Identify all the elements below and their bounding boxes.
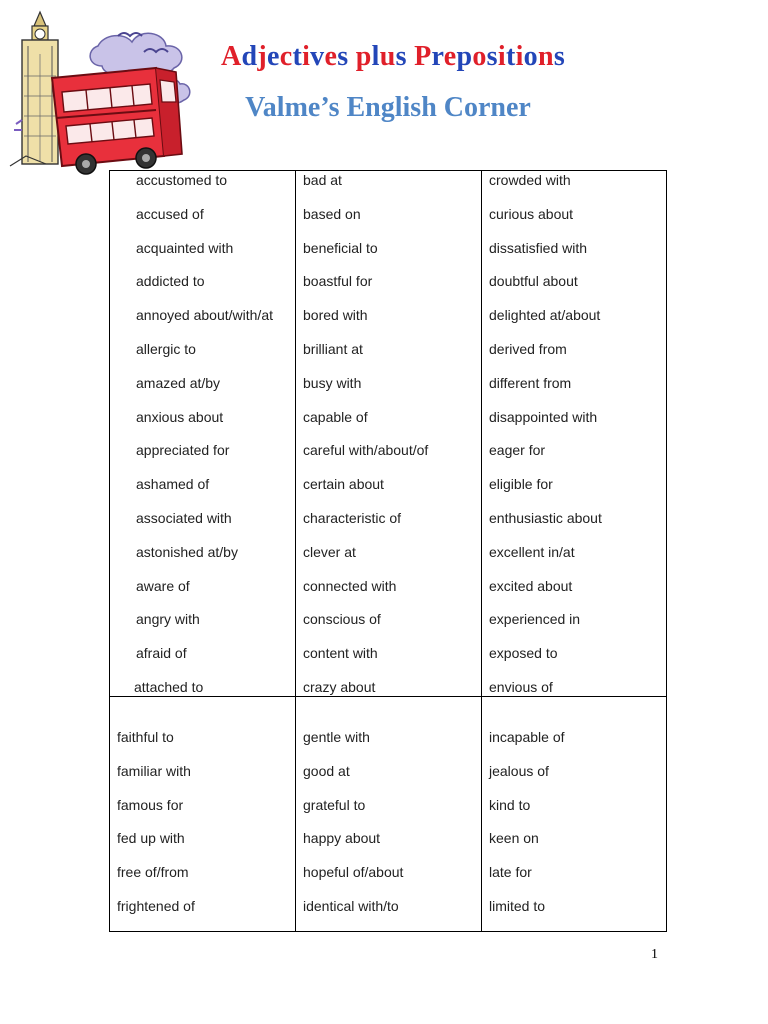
preposition-entry: accustomed to: [136, 172, 228, 188]
column-divider: [295, 171, 296, 931]
preposition-entry: allergic to: [136, 341, 196, 357]
column-divider: [481, 171, 482, 931]
preposition-entry: delighted at/about: [489, 307, 601, 324]
preposition-entry: afraid of: [136, 645, 187, 662]
preposition-entry: anxious about: [136, 408, 224, 425]
preposition-entry: grateful to: [303, 796, 366, 813]
title-letter: s: [553, 41, 566, 72]
preposition-entry: jealous of: [489, 762, 549, 779]
preposition-entry: accused of: [136, 205, 204, 222]
title-letter: j: [257, 41, 267, 72]
preposition-entry: characteristic of: [303, 510, 402, 526]
preposition-entry: amazed at/by: [136, 374, 221, 391]
page-title: [0, 41, 768, 73]
preposition-entry: bored with: [303, 307, 368, 324]
title-letter: e: [266, 41, 280, 72]
preposition-entry: attached to: [134, 679, 204, 695]
title-letter: P: [414, 41, 432, 72]
preposition-entry: astonished at/by: [136, 543, 238, 560]
preposition-entry: enthusiastic about: [489, 510, 602, 526]
title-letter: e: [324, 41, 338, 72]
preposition-entry: different from: [489, 374, 572, 391]
title-letter: t: [505, 41, 516, 72]
preposition-entry: fed up with: [117, 830, 185, 847]
page-subtitle: Valme’s English Corner: [245, 92, 531, 123]
title-letter: v: [310, 41, 325, 72]
preposition-entry: beneficial to: [303, 239, 378, 256]
prepositions-table: [109, 170, 667, 932]
preposition-entry: boastful for: [303, 273, 373, 290]
preposition-entry: exposed to: [489, 645, 558, 662]
preposition-entry: ashamed of: [136, 476, 210, 493]
title-letter: s: [395, 41, 407, 72]
preposition-entry: acquainted with: [136, 239, 234, 256]
preposition-entry: incapable of: [489, 729, 565, 745]
title-letter: r: [431, 41, 444, 72]
preposition-entry: careful with/about/of: [303, 442, 429, 459]
preposition-entry: eligible for: [489, 476, 553, 493]
preposition-entry: conscious of: [303, 611, 381, 628]
title-letter: p: [355, 41, 372, 72]
title-letter: c: [279, 41, 293, 72]
preposition-entry: excellent in/at: [489, 543, 575, 560]
preposition-entry: gentle with: [303, 729, 370, 745]
preposition-entry: excited about: [489, 577, 573, 594]
title-letter: l: [371, 41, 380, 72]
preposition-entry: familiar with: [117, 762, 191, 779]
preposition-entry: annoyed about/with/at: [136, 307, 273, 324]
preposition-entry: famous for: [117, 796, 184, 813]
preposition-entry: dissatisfied with: [489, 239, 588, 256]
big-ben-icon: [10, 12, 58, 166]
preposition-entry: kind to: [489, 796, 531, 813]
preposition-entry: connected with: [303, 577, 397, 594]
preposition-entry: limited to: [489, 898, 546, 914]
preposition-entry: crazy about: [303, 679, 376, 695]
preposition-entry: bad at: [303, 172, 342, 188]
title-letter: o: [472, 41, 487, 72]
preposition-entry: aware of: [136, 577, 190, 594]
preposition-entry: frightened of: [117, 898, 195, 914]
title-letter: i: [302, 41, 311, 72]
preposition-entry: busy with: [303, 374, 362, 391]
preposition-entry: good at: [303, 762, 350, 779]
preposition-entry: faithful to: [117, 729, 174, 745]
preposition-entry: doubtful about: [489, 273, 578, 290]
preposition-entry: certain about: [303, 476, 384, 493]
title-letter: p: [456, 41, 473, 72]
preposition-entry: appreciated for: [136, 442, 230, 459]
page-number: 1: [651, 947, 658, 962]
title-letter: d: [241, 41, 258, 72]
preposition-entry: capable of: [303, 408, 368, 425]
preposition-entry: experienced in: [489, 611, 581, 628]
preposition-entry: based on: [303, 205, 361, 222]
title-letter: i: [515, 41, 524, 72]
preposition-entry: crowded with: [489, 172, 571, 188]
preposition-entry: keen on: [489, 830, 539, 847]
title-letter: A: [220, 41, 242, 72]
preposition-entry: content with: [303, 645, 378, 662]
section-divider: [110, 696, 666, 697]
preposition-entry: curious about: [489, 205, 574, 222]
preposition-entry: angry with: [136, 611, 200, 628]
title-letter: s: [486, 41, 498, 72]
preposition-entry: hopeful of/about: [303, 864, 404, 881]
preposition-entry: clever at: [303, 543, 356, 560]
title-letter: s: [337, 41, 349, 72]
title-letter: n: [537, 41, 554, 72]
preposition-entry: addicted to: [136, 273, 205, 290]
title-letter: [348, 41, 355, 72]
preposition-entry: derived from: [489, 341, 567, 357]
preposition-entry: eager for: [489, 442, 546, 459]
title-letter: t: [292, 41, 303, 72]
title-letter: e: [443, 41, 457, 72]
title-letter: o: [523, 41, 538, 72]
preposition-entry: late for: [489, 864, 532, 881]
preposition-entry: free of/from: [117, 864, 189, 881]
title-letter: i: [497, 41, 506, 72]
preposition-entry: happy about: [303, 830, 381, 847]
preposition-entry: disappointed with: [489, 408, 598, 425]
preposition-entry: identical with/to: [303, 898, 399, 914]
title-letter: u: [379, 41, 396, 72]
title-letter: [407, 41, 414, 72]
preposition-entry: associated with: [136, 510, 232, 526]
preposition-entry: envious of: [489, 679, 553, 695]
preposition-entry: brilliant at: [303, 341, 363, 357]
